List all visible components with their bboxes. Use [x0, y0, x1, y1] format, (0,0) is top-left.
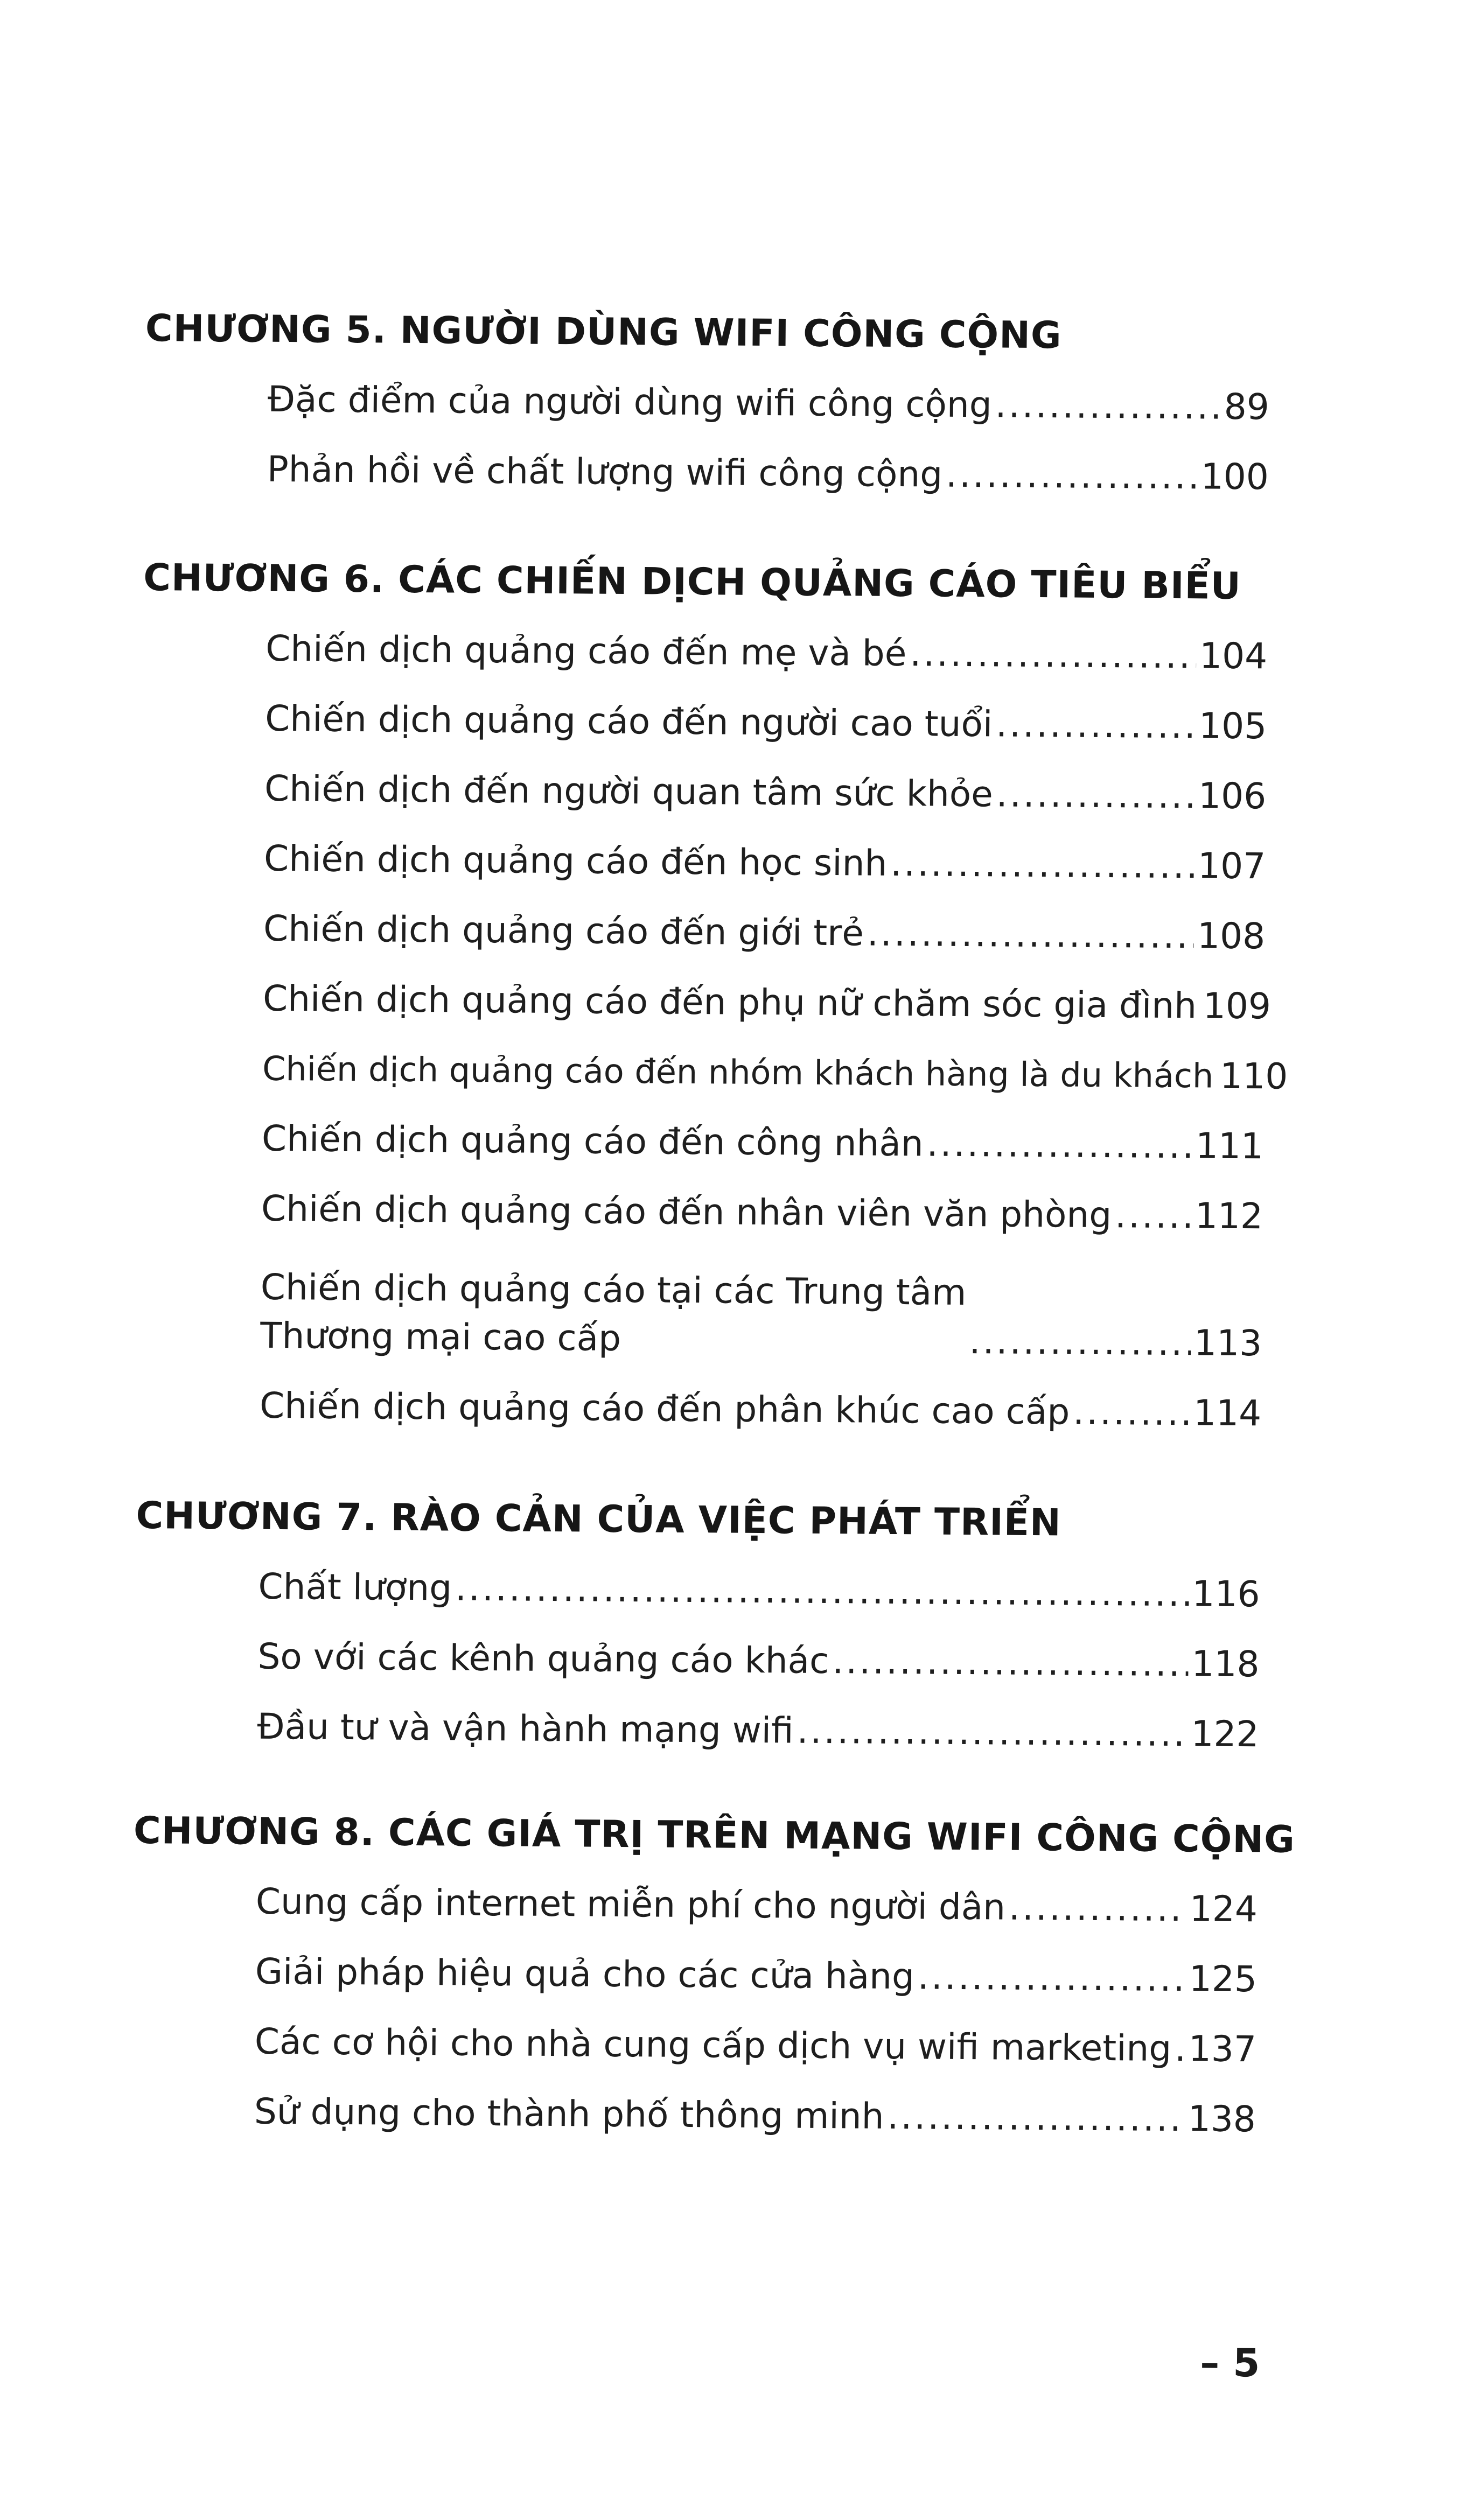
entry-page-number: 106: [1198, 775, 1267, 817]
toc-entry[interactable]: [262, 1023, 1288, 1101]
toc-entry[interactable]: [254, 2066, 1256, 2144]
leader-dots: [910, 629, 1197, 680]
toc-entry[interactable]: [268, 354, 1270, 432]
leader-dots: [867, 909, 1194, 961]
entry-title: Chiến dịch quảng cáo đến phụ nữ chăm sóc gia đình: [262, 977, 1197, 1027]
chapter-entries: [254, 1856, 1258, 2144]
entry-title: Chiến dịch quảng cáo đến giới trẻ: [263, 907, 864, 954]
leader-dots: [1009, 1884, 1187, 1934]
leader-dots: [1115, 1191, 1192, 1240]
chapter-entries: [257, 1541, 1260, 1759]
leader-dots: [1175, 2025, 1185, 2073]
entry-title: Chất lượng: [258, 1565, 452, 1609]
leader-dots: [797, 1707, 1188, 1759]
toc-entry[interactable]: [255, 1996, 1257, 2074]
entry-page-number: 108: [1197, 915, 1266, 957]
toc-entry[interactable]: [261, 1163, 1263, 1241]
entry-page-number: 114: [1193, 1392, 1262, 1434]
page-number: – 5: [1199, 2340, 1260, 2386]
entry-page-number: 137: [1188, 2028, 1257, 2070]
entry-title: Cung cấp internet miễn phí cho người dân: [255, 1880, 1006, 1928]
leader-dots: [918, 1952, 1186, 2003]
entry-page-number: 138: [1187, 2098, 1256, 2140]
toc-entry[interactable]: [264, 813, 1266, 891]
leader-dots: [926, 1119, 1192, 1170]
chapter-title: CHƯƠNG 5. NGƯỜI DÙNG WIFI CÔNG CỘNG: [145, 307, 1062, 358]
entry-page-number: 122: [1191, 1713, 1259, 1755]
entry-title: Chiến dịch đến người quan tâm sức khỏe: [264, 767, 994, 815]
entry-title-line-2: Thương mại cao cấp: [260, 1314, 621, 1359]
entry-page-number: 111: [1195, 1125, 1264, 1167]
entry-page-number: 89: [1224, 386, 1270, 428]
toc-entry[interactable]: [262, 953, 1272, 1031]
entry-title: Chiến dịch quảng cáo đến nhóm khách hàng là du khách: [262, 1048, 1214, 1096]
chapter-6: [137, 554, 1288, 1438]
chapter-title: CHƯƠNG 8. CÁC GIÁ TRỊ TRÊN MẠNG WIFI CÔNG CỘNG: [133, 1809, 1296, 1861]
leader-dots: [969, 1317, 1191, 1367]
chapter-title: CHƯƠNG 7. RÀO CẢN CỦA VIỆC PHÁT TRIỂN: [136, 1494, 1062, 1545]
entry-title: Phản hồi về chất lượng wifi công cộng: [267, 448, 943, 495]
entry-page-number: 110: [1220, 1055, 1288, 1097]
entry-page-number: 125: [1189, 1958, 1258, 2000]
leader-dots: [996, 770, 1195, 820]
entry-page-number: 118: [1191, 1643, 1260, 1685]
entry-title: Chiến dịch quảng cáo đến người cao tuổi: [264, 697, 993, 745]
entry-page-number: 100: [1200, 456, 1269, 498]
entry-title: Chiến dịch quảng cáo đến công nhân: [261, 1117, 924, 1165]
entry-title: Chiến dịch quảng cáo đến học sinh: [263, 837, 888, 884]
entry-page-number: 113: [1193, 1322, 1262, 1364]
entry-page-number: 107: [1197, 845, 1266, 887]
entry-title: Đặc điểm của người dùng wifi công cộng: [267, 378, 992, 426]
entry-title: [260, 1263, 967, 1366]
entry-title: Sử dụng cho thành phố thông minh: [254, 2090, 884, 2137]
leader-dots: [890, 839, 1195, 890]
leader-dots: [996, 700, 1196, 750]
leader-dots: [887, 2092, 1185, 2143]
leader-dots: [946, 451, 1198, 501]
toc-entry[interactable]: [257, 1681, 1259, 1759]
chapter-8: [131, 1807, 1296, 2144]
chapter-5: [144, 304, 1282, 502]
chapter-entries: [267, 354, 1270, 502]
toc-entry[interactable]: [255, 1926, 1258, 2004]
entry-page-number: 124: [1189, 1888, 1258, 1930]
toc-entry[interactable]: [265, 673, 1267, 751]
entry-page-number: 104: [1199, 635, 1268, 677]
chapter-7: [134, 1492, 1273, 1759]
toc-entry[interactable]: [260, 1233, 1263, 1368]
leader-dots: [1073, 1388, 1191, 1438]
entry-title: Chiến dịch quảng cáo đến nhân viên văn phòng: [261, 1187, 1112, 1236]
leader-dots: [455, 1564, 1189, 1619]
entry-title: Chiến dịch quảng cáo đến mẹ và bé: [265, 627, 907, 675]
toc-entry[interactable]: [257, 1611, 1260, 1689]
toc-entry[interactable]: [256, 1856, 1258, 1934]
toc-entry[interactable]: [260, 1360, 1262, 1438]
leader-dots: [995, 381, 1221, 431]
entry-page-number: 105: [1198, 705, 1267, 747]
entry-title: So với các kênh quảng cáo khác: [257, 1635, 829, 1682]
toc-entry[interactable]: [264, 743, 1267, 821]
entry-page-number: 109: [1203, 985, 1272, 1027]
entry-title: Đầu tư và vận hành mạng wifi: [257, 1705, 794, 1752]
toc-entry[interactable]: [262, 1093, 1264, 1171]
toc-entry[interactable]: [266, 603, 1268, 681]
entry-title-line-1: Chiến dịch quảng cáo tại các Trung tâm: [260, 1266, 967, 1314]
chapter-entries: [259, 603, 1288, 1438]
toc-entry[interactable]: [258, 1541, 1260, 1619]
entry-title: Chiến dịch quảng cáo đến phân khúc cao cấp: [259, 1384, 1070, 1433]
leader-dots: [832, 1637, 1189, 1688]
entry-title: Các cơ hội cho nhà cung cấp dịch vụ wifi marketing: [254, 2020, 1172, 2070]
chapter-title: CHƯƠNG 6. CÁC CHIẾN DỊCH QUẢNG CÁO TIÊU BIỂU: [143, 556, 1242, 608]
entry-page-number: 112: [1194, 1195, 1263, 1237]
entry-title: Giải pháp hiệu quả cho các cửa hàng: [255, 1950, 915, 1998]
toc-entry[interactable]: [267, 424, 1269, 502]
toc-entry[interactable]: [263, 883, 1266, 961]
entry-page-number: 116: [1192, 1573, 1260, 1615]
